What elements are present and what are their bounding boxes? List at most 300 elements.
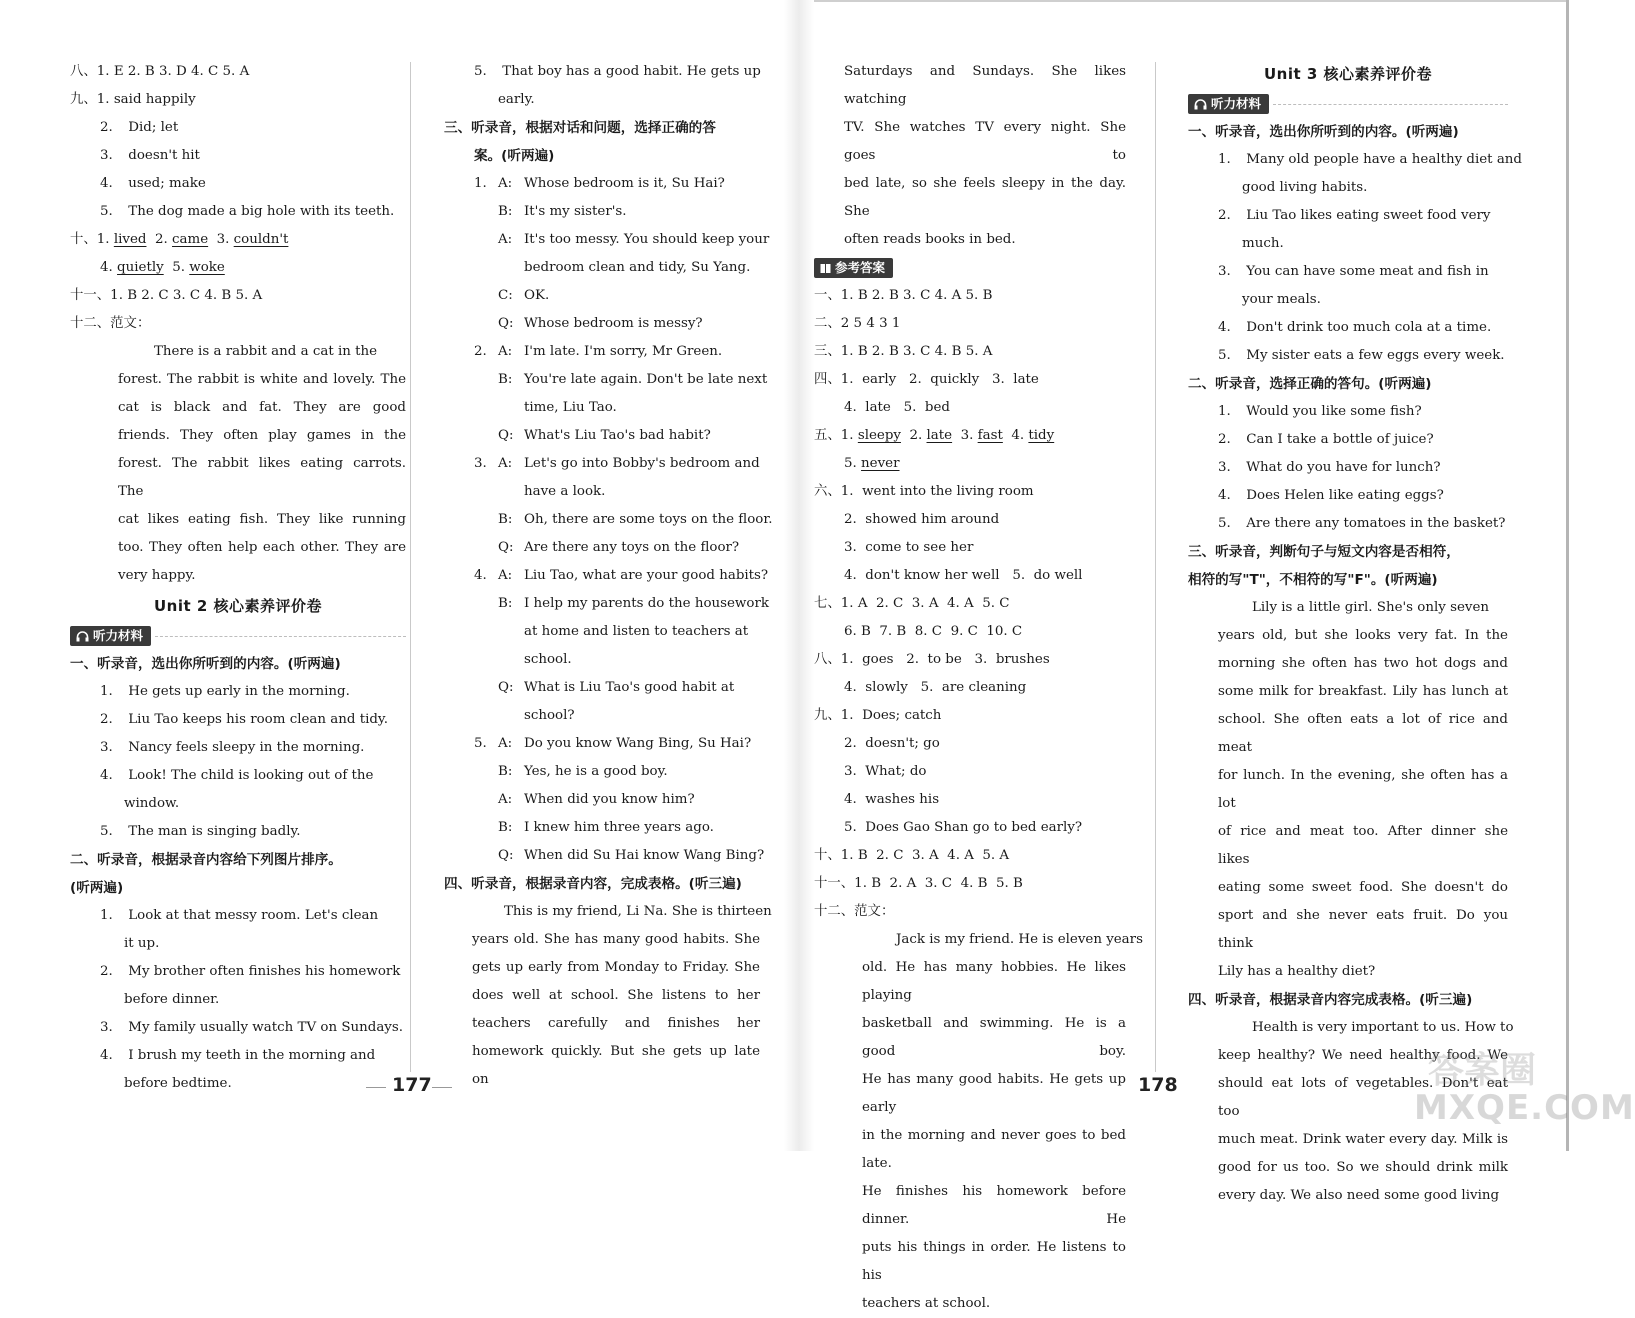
- listening-tag: [70, 622, 406, 650]
- speaker-label: [498, 478, 524, 506]
- dialog-text: bedroom clean and tidy, Su Yang.: [524, 260, 751, 275]
- list-item: [70, 1042, 406, 1070]
- dialog-line: [444, 254, 760, 282]
- section-heading: 案。(听两遍): [474, 148, 555, 164]
- passage-line: of rice and meat too. After dinner she likes: [1218, 824, 1508, 867]
- dialog-text: Let's go into Bobby's bedroom and: [524, 456, 760, 471]
- dialog-line: [444, 814, 760, 842]
- answer-line: [814, 730, 1126, 758]
- essay-line: He finishes his homework before dinner. He: [862, 1184, 1126, 1227]
- dialog-line: [444, 674, 760, 702]
- list-item: [1188, 510, 1508, 538]
- item-text: He gets up early in the morning.: [128, 684, 350, 699]
- model-essay: [814, 926, 1143, 1318]
- list-item: [70, 734, 406, 762]
- list-item: [1188, 202, 1508, 230]
- answer-word: never: [861, 456, 900, 471]
- item-number: 5.: [1218, 348, 1231, 363]
- item-text: window.: [124, 796, 180, 811]
- section-1-items: [70, 678, 406, 846]
- list-item: [1188, 286, 1508, 314]
- dialog-line: [444, 506, 773, 534]
- answer-word: fast: [977, 428, 1003, 443]
- item-number: 2.: [100, 120, 113, 135]
- dialog-text: have a look.: [524, 484, 606, 499]
- item-number: [474, 758, 498, 786]
- book-gutter: [784, 0, 814, 1151]
- dialog-text: It's too messy. You should keep your: [524, 232, 770, 247]
- passage-line: years old. She has many good habits. She: [472, 932, 760, 947]
- essay-line: forest. The rabbit likes eating carrots. The: [118, 456, 406, 499]
- passage-line: does well at school. She listens to her: [472, 988, 760, 1003]
- answer-word: woke: [189, 260, 225, 275]
- answer-line: 二、2 5 4 3 1: [814, 316, 901, 331]
- watermark-text: MXQE.COM: [1414, 1088, 1635, 1128]
- dialog-line: [444, 842, 765, 870]
- passage-line: bed late, so she feels sleepy in the day. She: [844, 176, 1126, 219]
- item-number: 5.: [844, 820, 866, 835]
- item-text: good living habits.: [1242, 180, 1368, 195]
- item-number: 2.: [900, 428, 927, 443]
- speaker-label: Q:: [498, 680, 514, 695]
- list-item: [1188, 146, 1523, 174]
- item-text: Many old people have a healthy diet and: [1246, 152, 1523, 167]
- list-item: [70, 762, 406, 790]
- item-number: 3.: [952, 428, 978, 443]
- item-number: 1.: [1218, 152, 1231, 167]
- passage-line: gets up early from Monday to Friday. She: [472, 960, 760, 975]
- item-text: Nancy feels sleepy in the morning.: [128, 740, 365, 755]
- item-number: 2.: [844, 512, 866, 527]
- item-text: Liu Tao likes eating sweet food very: [1246, 208, 1491, 223]
- speaker-label: A:: [498, 736, 513, 751]
- item-number: 4.: [1002, 428, 1029, 443]
- item-text: it up.: [124, 936, 160, 951]
- item-number: 六、1.: [814, 484, 863, 499]
- unit-title: Unit 3 核心素养评价卷: [1263, 65, 1433, 83]
- answer-text: washes his: [865, 792, 940, 807]
- model-essay: [70, 338, 406, 590]
- essay-line: very happy.: [118, 568, 196, 583]
- item-number: 2.: [844, 736, 866, 751]
- item-text: My family usually watch TV on Sundays.: [128, 1020, 403, 1035]
- dialog-line: [444, 170, 760, 198]
- item-text: My brother often finishes his homework: [128, 964, 401, 979]
- speaker-label: A:: [498, 456, 513, 471]
- item-number: [474, 618, 498, 646]
- item-number: 2.: [1218, 208, 1231, 223]
- list-item: [1188, 454, 1508, 482]
- passage-line: every day. We also need some good living: [1218, 1188, 1500, 1203]
- answer-line: 四、1. early 2. quickly 3. late: [814, 372, 1039, 387]
- column-divider: [410, 62, 411, 1072]
- item-text: much.: [1242, 236, 1284, 251]
- dialog-line: [444, 282, 760, 310]
- answer-line: [814, 506, 1126, 534]
- dialog-line: [444, 562, 769, 590]
- item-number: [474, 310, 498, 338]
- answer-line: 十二、范文：: [814, 904, 895, 919]
- list-item: [1188, 314, 1508, 342]
- passage-line: school. She often eats a lot of rice and meat: [1218, 712, 1508, 755]
- item-number: 3.: [100, 740, 113, 755]
- item-number: 九、1.: [814, 708, 863, 723]
- item-number: 3.: [1218, 264, 1231, 279]
- item-text: I brush my teeth in the morning and: [128, 1048, 376, 1063]
- item-text: What do you have for lunch?: [1246, 460, 1441, 475]
- item-number: 1.: [100, 908, 113, 923]
- answer-text: Does Gao Shan go to bed early?: [865, 820, 1083, 835]
- passage: [444, 898, 772, 1094]
- item-line: early.: [498, 92, 535, 107]
- dialog-text: Do you know Wang Bing, Su Hai?: [524, 736, 752, 751]
- speaker-label: Q:: [498, 848, 514, 863]
- page-number-dash: [366, 1087, 386, 1088]
- item-number: 4.: [100, 768, 113, 783]
- answer-line: 十二、范文：: [70, 316, 151, 331]
- item-number: [474, 366, 498, 394]
- dialog-text: You're late again. Don't be late next: [524, 372, 768, 387]
- speaker-label: B:: [498, 764, 513, 779]
- item-number: [474, 842, 498, 870]
- answer-word: came: [172, 232, 209, 247]
- speaker-label: A:: [498, 344, 513, 359]
- dialog-line: [444, 534, 760, 562]
- dialog-line: [444, 366, 768, 394]
- dialog-text: I help my parents do the housework: [524, 596, 769, 611]
- speaker-label: A:: [498, 792, 513, 807]
- speaker-label: Q:: [498, 428, 514, 443]
- answer-line: [70, 254, 406, 282]
- item-number: [474, 506, 498, 534]
- essay-line: forest. The rabbit is white and lovely. The: [118, 372, 406, 387]
- list-item: [70, 706, 406, 734]
- answer-line: 三、1. B 2. B 3. C 4. B 5. A: [814, 344, 993, 359]
- passage: [1188, 594, 1508, 986]
- dialog-line: [444, 338, 760, 366]
- essay-line: cat is black and fat. They are good: [118, 400, 406, 415]
- list-item: [70, 1070, 406, 1098]
- passage-line: some milk for breakfast. Lily has lunch at: [1218, 684, 1508, 699]
- passage-line: This is my friend, Li Na. She is thirteen: [504, 904, 772, 919]
- page-number-left: 177: [392, 1074, 432, 1096]
- passage-continued: [814, 58, 1126, 254]
- list-item: [70, 678, 406, 706]
- answer-text: used; make: [128, 176, 206, 191]
- page-number-right: 178: [1138, 1074, 1178, 1096]
- dialog-line: [444, 450, 760, 478]
- item-number: [474, 786, 498, 814]
- section-heading: 四、听录音，根据录音内容，完成表格。(听三遍): [444, 876, 742, 892]
- passage-line: morning she often has two hot dogs and: [1218, 656, 1508, 671]
- item-text: Look! The child is looking out of the: [128, 768, 374, 783]
- list-item: [1188, 174, 1508, 202]
- passage-line: Saturdays and Sundays. She likes watching: [844, 64, 1126, 107]
- answer-text: doesn't; go: [865, 736, 940, 751]
- dialog-line: [444, 702, 760, 730]
- answer-text: come to see her: [865, 540, 974, 555]
- dialog-line: [444, 730, 760, 758]
- item-number: 3.: [844, 764, 866, 779]
- item-number: 5.: [100, 824, 113, 839]
- section-heading: (听两遍): [70, 880, 124, 896]
- answer-line: [814, 814, 1126, 842]
- answer-line: 七、1. A 2. C 3. A 4. A 5. C: [814, 596, 1010, 611]
- watermark-logo: 答案圈: [1428, 1050, 1537, 1091]
- item-number: 3.: [100, 148, 113, 163]
- passage-line: years old, but she looks very fat. In the: [1218, 628, 1508, 643]
- tag-label: 参考答案: [835, 260, 886, 275]
- essay-line: He has many good habits. He gets up early: [862, 1072, 1126, 1115]
- answer-text: Did; let: [128, 120, 179, 135]
- section-heading: 一、听录音，选出你所听到的内容。(听两遍): [1188, 124, 1459, 140]
- answer-word: tidy: [1028, 428, 1055, 443]
- dialog-text: Oh, there are some toys on the floor.: [524, 512, 773, 527]
- dialog-text: What's Liu Tao's bad habit?: [524, 428, 711, 443]
- answer-line: [70, 170, 406, 198]
- speaker-label: B:: [498, 372, 513, 387]
- dialog-text: school.: [524, 652, 572, 667]
- item-number: 4.: [474, 568, 487, 583]
- dialog-line: [444, 310, 760, 338]
- answer-line: [70, 226, 406, 254]
- dialog-text: I'm late. I'm sorry, Mr Green.: [524, 344, 723, 359]
- item-number: [474, 590, 498, 618]
- watermark: [1410, 1040, 1635, 1145]
- answer-line: 十一、1. B 2. A 3. C 4. B 5. B: [814, 876, 1023, 891]
- dialog-text: Liu Tao, what are your good habits?: [524, 568, 769, 583]
- item-number: [474, 282, 498, 310]
- answer-text: The dog made a big hole with its teeth.: [128, 204, 395, 219]
- answer-text: Does; catch: [862, 708, 942, 723]
- list-item: [1188, 342, 1508, 370]
- dialog-text: What is Liu Tao's good habit at: [524, 680, 735, 695]
- dialog-text: I knew him three years ago.: [524, 820, 714, 835]
- item-number: 5.: [163, 260, 190, 275]
- answer-line: 6. B 7. B 8. C 9. C 10. C: [844, 624, 1023, 639]
- tag-label: 听力材料: [1211, 96, 1262, 111]
- answer-line: 一、1. B 2. B 3. C 4. A 5. B: [814, 288, 993, 303]
- answer-line: [70, 198, 406, 226]
- section-heading: 二、听录音，根据录音内容给下列图片排序。: [70, 852, 342, 868]
- speaker-label: A:: [498, 232, 513, 247]
- item-number: 2.: [1218, 432, 1231, 447]
- list-item: [70, 986, 406, 1014]
- dialog-line: [444, 226, 770, 254]
- essay-line: puts his things in order. He listens to his: [862, 1240, 1126, 1283]
- unit-title: Unit 2 核心素养评价卷: [153, 597, 323, 615]
- answer-line: 九、1. said happily: [70, 92, 196, 107]
- answer-line: [814, 562, 1126, 590]
- dashed-rule: [1273, 104, 1508, 105]
- answer-line: [814, 702, 1126, 730]
- essay-line: old. He has many hobbies. He likes playing: [862, 960, 1126, 1003]
- speaker-label: [498, 702, 524, 730]
- speaker-label: Q:: [498, 540, 514, 555]
- answer-line: [814, 786, 1126, 814]
- speaker-label: [498, 254, 524, 282]
- speaker-label: B:: [498, 204, 513, 219]
- section-heading: 二、听录音，选择正确的答句。(听两遍): [1188, 376, 1432, 392]
- list-item: [70, 958, 406, 986]
- speaker-label: A:: [498, 176, 513, 191]
- essay-line: teachers at school.: [862, 1296, 991, 1311]
- list-item: [1188, 426, 1508, 454]
- item-number: 5.: [474, 64, 487, 79]
- answer-line: 十一、1. B 2. C 3. C 4. B 5. A: [70, 288, 263, 303]
- list-item: [1188, 398, 1508, 426]
- column-1: [70, 58, 406, 1098]
- item-number: 3.: [208, 232, 234, 247]
- item-text: The man is singing badly.: [128, 824, 301, 839]
- dialog-line: [444, 786, 760, 814]
- dialog-text: Whose bedroom is messy?: [524, 316, 703, 331]
- item-number: 3.: [844, 540, 866, 555]
- item-text: Liu Tao keeps his room clean and tidy.: [128, 712, 388, 727]
- answer-line: 4. slowly 5. are cleaning: [844, 680, 1027, 695]
- passage-line: often reads books in bed.: [844, 232, 1016, 247]
- item-number: [474, 478, 498, 506]
- answer-line: 八、1. E 2. B 3. D 4. C 5. A: [70, 64, 250, 79]
- item-number: 2.: [146, 232, 173, 247]
- dialog-line: [444, 758, 760, 786]
- listening-tag: [1188, 90, 1508, 118]
- item-text: Look at that messy room. Let's clean: [128, 908, 379, 923]
- item-text: Does Helen like eating eggs?: [1246, 488, 1444, 503]
- dialog-list: [444, 170, 773, 870]
- dialog-line: [444, 618, 760, 646]
- dialog-line: [444, 478, 760, 506]
- dialog-text: It's my sister's.: [524, 204, 627, 219]
- answer-line: 十、1. B 2. C 3. A 4. A 5. A: [814, 848, 1010, 863]
- item-number: 4.: [100, 260, 118, 275]
- section-2-items: [70, 902, 406, 1098]
- item-number: 1.: [100, 684, 113, 699]
- section-prefix: 十、1.: [70, 232, 114, 247]
- essay-line: There is a rabbit and a cat in the: [154, 344, 378, 359]
- dialog-text: time, Liu Tao.: [524, 400, 617, 415]
- section-prefix: 五、1.: [814, 428, 858, 443]
- essay-line: friends. They often play games in the: [118, 428, 406, 443]
- item-number: [474, 254, 498, 282]
- item-number: 2.: [474, 344, 487, 359]
- dialog-text: OK.: [524, 288, 550, 303]
- dialog-text: at home and listen to teachers at: [524, 624, 749, 639]
- item-number: 2.: [100, 964, 113, 979]
- list-item: [70, 818, 406, 846]
- item-number: 4.: [100, 1048, 113, 1063]
- dialog-text: Yes, he is a good boy.: [524, 764, 668, 779]
- item-number: 1.: [474, 176, 487, 191]
- list-item: [1188, 258, 1508, 286]
- item-number: [474, 534, 498, 562]
- column-3: [814, 58, 1143, 1318]
- headphones-icon: [76, 631, 89, 642]
- item-number: 5.: [1218, 516, 1231, 531]
- passage-line: good for us too. So we should drink milk: [1218, 1160, 1508, 1175]
- dialog-line: [444, 646, 760, 674]
- item-number: 5.: [100, 204, 113, 219]
- speaker-label: [498, 646, 524, 674]
- section-9-answers: [814, 702, 1126, 842]
- page-right-edge: [1566, 0, 1569, 1151]
- item-number: [474, 422, 498, 450]
- answer-line: [70, 142, 406, 170]
- column-divider: [1155, 62, 1156, 1072]
- essay-line: basketball and swimming. He is a good boy.: [862, 1016, 1126, 1059]
- answer-word: late: [926, 428, 953, 443]
- passage-line: Lily has a healthy diet?: [1218, 964, 1376, 979]
- answer-line: [814, 478, 1126, 506]
- speaker-label: B:: [498, 596, 513, 611]
- answer-key-tag: [814, 254, 1126, 282]
- item-number: [474, 198, 498, 226]
- passage-line: homework quickly. But she gets up late on: [472, 1044, 760, 1087]
- item-text: My sister eats a few eggs every week.: [1246, 348, 1505, 363]
- passage-line: much meat. Drink water every day. Milk is: [1218, 1132, 1508, 1147]
- item-number: [474, 646, 498, 674]
- section-6-answers: [814, 478, 1126, 590]
- tag-label: 听力材料: [93, 628, 144, 643]
- item-line: [444, 58, 760, 86]
- item-number: [474, 226, 498, 254]
- item-number: [474, 702, 498, 730]
- list-item: [70, 930, 406, 958]
- answer-line: [814, 450, 1126, 478]
- section-heading: 三、听录音，根据对话和问题，选择正确的答: [444, 120, 716, 136]
- section-heading: 三、听录音，判断句子与短文内容是否相符，: [1188, 544, 1460, 560]
- passage-line: should eat lots of vegetables. Don't eat too: [1218, 1076, 1508, 1119]
- list-item: [70, 902, 406, 930]
- essay-line: too. They often help each other. They are: [118, 540, 406, 555]
- dialog-line: [444, 198, 760, 226]
- section-2-items: [1188, 398, 1508, 538]
- answer-line: [70, 114, 406, 142]
- answer-word: sleepy: [857, 428, 901, 443]
- section-heading: 相符的写"T"，不相符的写"F"。(听两遍): [1188, 572, 1438, 588]
- section-1-items: [1188, 146, 1523, 370]
- list-item: [1188, 482, 1508, 510]
- passage-line: Health is very important to us. How to: [1252, 1020, 1514, 1035]
- answer-line: [814, 758, 1126, 786]
- section-heading: 四、听录音，根据录音内容完成表格。(听三遍): [1188, 992, 1473, 1008]
- passage-line: Lily is a little girl. She's only seven: [1252, 600, 1490, 615]
- item-number: 3.: [474, 456, 487, 471]
- passage-line: keep healthy? We need healthy food. We: [1218, 1048, 1508, 1063]
- answer-word: couldn't: [233, 232, 289, 247]
- passage-line: teachers carefully and finishes her: [472, 1016, 760, 1031]
- dialog-text: Are there any toys on the floor?: [524, 540, 740, 555]
- answer-word: lived: [113, 232, 147, 247]
- passage-line: for lunch. In the evening, she often has a lot: [1218, 768, 1508, 811]
- item-text: your meals.: [1242, 292, 1321, 307]
- item-number: 4.: [1218, 488, 1231, 503]
- item-text: Can I take a bottle of juice?: [1246, 432, 1434, 447]
- dialog-text: When did Su Hai know Wang Bing?: [524, 848, 765, 863]
- answer-line: 4. late 5. bed: [844, 400, 950, 415]
- item-text: before dinner.: [124, 992, 220, 1007]
- essay-line: in the morning and never goes to bed late.: [862, 1128, 1126, 1171]
- item-text: Don't drink too much cola at a time.: [1246, 320, 1492, 335]
- dialog-text: school?: [524, 708, 575, 723]
- answer-text: doesn't hit: [128, 148, 200, 163]
- page-number-dash: [432, 1087, 452, 1088]
- item-text: before bedtime.: [124, 1076, 232, 1091]
- item-number: 4.: [1218, 320, 1231, 335]
- page-top-edge: [785, 0, 1569, 2]
- speaker-label: B:: [498, 512, 513, 527]
- list-item: [70, 790, 406, 818]
